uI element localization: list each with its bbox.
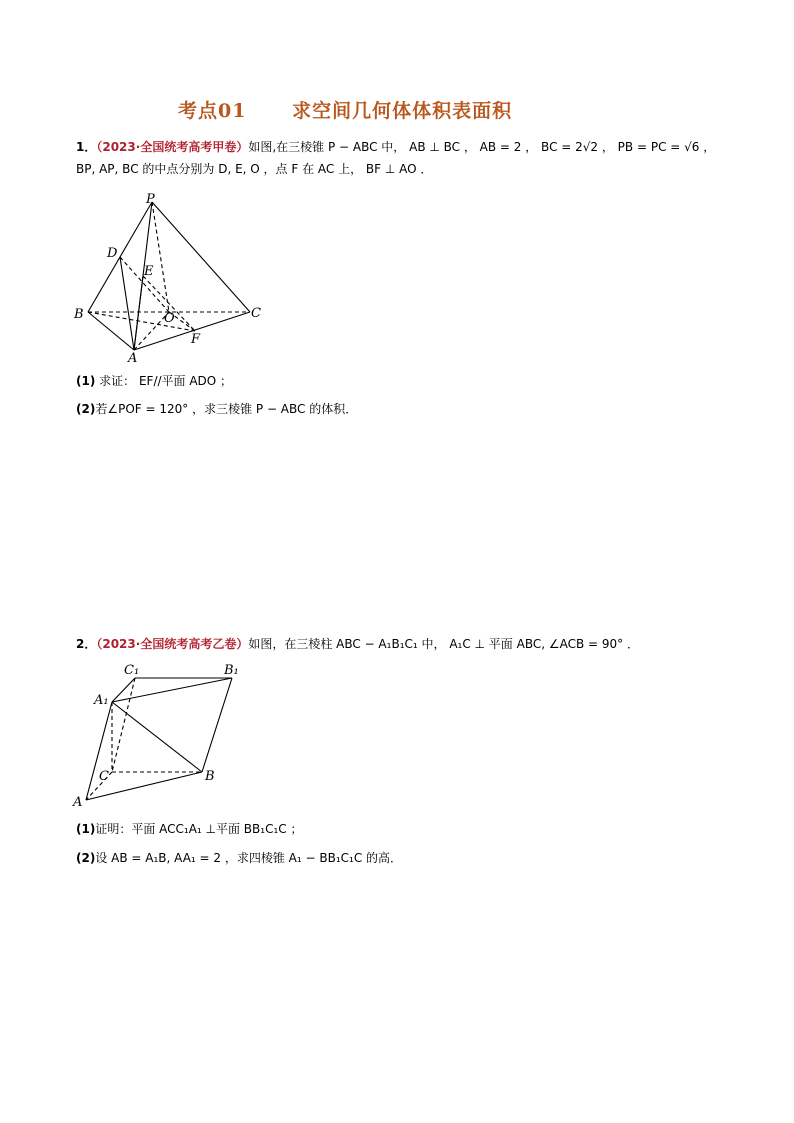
label-B1: B₁ bbox=[224, 663, 239, 678]
label-D: D bbox=[107, 246, 118, 261]
subquestion-text: 若∠POF = 120° ，求三棱锥 P − ABC 的体积． bbox=[95, 402, 358, 416]
label-B: B bbox=[205, 769, 215, 784]
problem-1-line1: 如图,在三棱锥 P − ABC 中， AB ⊥ BC ， AB = 2 ， BC = 2√2 ， PB = PC = √6 ， bbox=[248, 140, 716, 154]
prism-diagram bbox=[72, 660, 252, 810]
problem-2-source: （2023·全国统考高考乙卷） bbox=[96, 637, 249, 651]
label-O: O bbox=[164, 311, 175, 326]
problem-2-figure bbox=[72, 660, 252, 814]
edge-EA bbox=[134, 276, 143, 350]
edge-DA bbox=[120, 257, 134, 350]
subquestion-number: (1) bbox=[76, 822, 96, 836]
label-B: B bbox=[74, 307, 84, 322]
label-A1: A₁ bbox=[94, 693, 109, 708]
problem-1-subquestion-2 bbox=[76, 400, 736, 418]
subquestion-number: (1) bbox=[76, 374, 96, 388]
problem-1-figure bbox=[72, 190, 272, 369]
problem-2-statement bbox=[76, 633, 736, 655]
problem-2-subquestion-1 bbox=[76, 820, 736, 838]
subquestion-text: 设 AB = A₁B, AA₁ = 2 ，求四棱锥 A₁ − BB₁C₁C 的高． bbox=[95, 851, 403, 865]
edge-A1A bbox=[86, 702, 112, 800]
page-title: 考点01 求空间几何体体积表面积 bbox=[178, 100, 513, 122]
label-C1: C₁ bbox=[124, 663, 140, 678]
problem-1-line2: BP, AP, BC 的中点分别为 D, E, O ，点 F 在 AC 上， BF ⊥ AO ． bbox=[76, 162, 433, 176]
label-A: A bbox=[73, 795, 83, 810]
label-F: F bbox=[191, 332, 201, 347]
problem-1-subquestion-1 bbox=[76, 372, 736, 390]
label-P: P bbox=[146, 192, 155, 207]
subquestion-number: (2) bbox=[76, 402, 96, 416]
label-A: A bbox=[128, 351, 138, 365]
subquestion-text: 证明：平面 ACC₁A₁ ⊥平面 BB₁C₁C ； bbox=[95, 822, 303, 836]
edge-A1B bbox=[112, 702, 202, 772]
subquestion-number: (2) bbox=[76, 851, 96, 865]
problem-1-number: 1． bbox=[76, 140, 97, 154]
problem-2-line1: 如图，在三棱柱 ABC − A₁B₁C₁ 中， A₁C ⊥ 平面 ABC, ∠ACB = 90° ． bbox=[248, 637, 639, 651]
tetrahedron-diagram bbox=[72, 190, 272, 365]
edge-BF-dashed bbox=[88, 312, 195, 331]
subquestion-text: 求证： EF//平面 ADO ； bbox=[95, 374, 233, 388]
problem-2-subquestion-2 bbox=[76, 849, 736, 867]
edge-C1C-dashed bbox=[112, 678, 135, 772]
problem-1-source: （2023·全国统考高考甲卷） bbox=[96, 140, 249, 154]
edge-B1B bbox=[202, 678, 232, 772]
label-C: C bbox=[251, 306, 261, 321]
label-C: C bbox=[99, 769, 109, 784]
edge-BA bbox=[88, 312, 134, 350]
problem-1-statement bbox=[76, 136, 736, 180]
problem-2-number: 2． bbox=[76, 637, 97, 651]
label-E: E bbox=[144, 264, 154, 279]
